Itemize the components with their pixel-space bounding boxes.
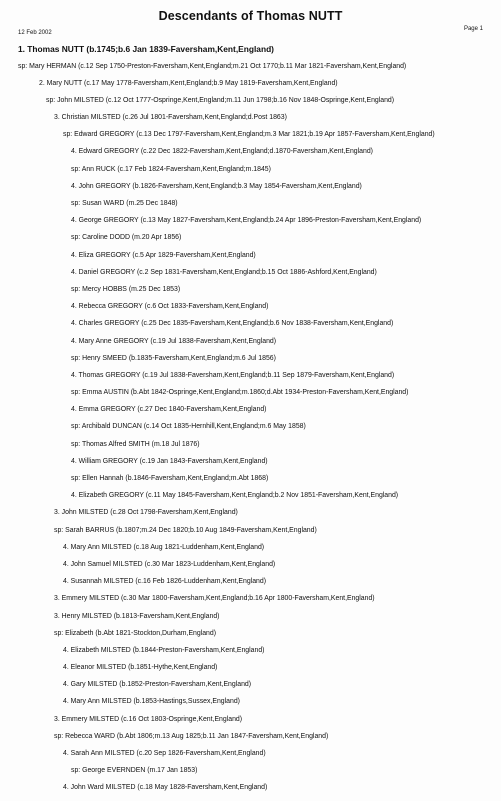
descendant-list <box>0 62 501 801</box>
descendant-entry: 2. Mary NUTT (c.17 May 1778-Faversham,Kent,England;b.9 May 1819-Faversham,Kent,England) <box>39 79 338 87</box>
descendant-entry: 4. Elizabeth GREGORY (c.11 May 1845-Faversham,Kent,England;b.2 Nov 1851-Faversham,Kent,England) <box>71 492 399 500</box>
descendant-entry: 3. Emmery MILSTED (c.16 Oct 1803-Ospringe,Kent,England) <box>54 715 243 723</box>
descendant-entry: 4. Susannah MILSTED (c.16 Feb 1826-Luddenham,Kent,England) <box>63 578 267 586</box>
descendant-entry: 4. Thomas GREGORY (c.19 Jul 1838-Faversham,Kent,England;b.11 Sep 1879-Faversham,Kent,England) <box>71 371 395 379</box>
spouse-entry: sp: Susan WARD (m.25 Dec 1848) <box>71 200 178 207</box>
descendant-entry: 4. Charles GREGORY (c.25 Dec 1835-Faversham,Kent,England;b.6 Nov 1838-Faversham,Kent,England) <box>71 320 394 328</box>
descendant-entry: 4. William GREGORY (c.19 Jan 1843-Faversham,Kent,England) <box>71 457 268 465</box>
spouse-entry: sp: Mary HERMAN (c.12 Sep 1750-Preston-Faversham,Kent,England;m.21 Oct 1770;b.11 Mar 1821-Faversham,Kent,England) <box>18 62 407 70</box>
descendant-entry: 4. Sarah Ann MILSTED (c.20 Sep 1826-Faversham,Kent,England) <box>63 750 266 757</box>
descendant-entry: 4. Rebecca GREGORY (c.6 Oct 1833-Faversham,Kent,England) <box>71 303 269 311</box>
descendant-entry: 3. Christian MILSTED (c.26 Jul 1801-Faversham,Kent,England;d.Post 1863) <box>54 114 287 122</box>
descendant-entry: 4. Edward GREGORY (c.22 Dec 1822-Faversham,Kent,England;d.1870-Faversham,Kent,England) <box>71 148 373 156</box>
descendant-entry: 3. Emmery MILSTED (c.30 Mar 1800-Faversham,Kent,England;b.16 Apr 1800-Faversham,Kent,England) <box>54 595 375 603</box>
descendant-entry: 4. Daniel GREGORY (c.2 Sep 1831-Faversham,Kent,England;b.15 Oct 1886-Ashford,Kent,England) <box>71 268 377 276</box>
descendant-entry: 4. Gary MILSTED (b.1852-Preston-Faversham,Kent,England) <box>63 681 252 689</box>
descendant-entry: 4. Eliza GREGORY (c.5 Apr 1829-Faversham,Kent,England) <box>71 251 256 259</box>
descendant-entry: 4. Mary Ann MILSTED (b.1853-Hastings,Sussex,England) <box>63 698 240 706</box>
descendant-entry: 3. John MILSTED (c.28 Oct 1798-Faversham,Kent,England) <box>54 509 238 517</box>
spouse-entry: sp: Archibald DUNCAN (c.14 Oct 1835-Hernhill,Kent,England;m.6 May 1858) <box>71 423 306 431</box>
descendant-entry: 3. Henry MILSTED (b.1813-Faversham,Kent,England) <box>54 612 220 620</box>
spouse-entry: sp: George EVERNDEN (m.17 Jan 1853) <box>71 767 198 775</box>
spouse-entry: sp: Emma AUSTIN (b.Abt 1842-Ospringe,Kent,England;m.1860;d.Abt 1934-Preston-Faversham,Kent,England) <box>71 389 409 397</box>
spouse-entry: sp: John MILSTED (c.12 Oct 1777-Ospringe,Kent,England;m.11 Jun 1798;b.16 Nov 1848-Ospringe,Kent,England) <box>46 96 395 104</box>
spouse-entry: sp: Ellen Hannah (b.1846-Faversham,Kent,England;m.Abt 1868) <box>71 475 269 482</box>
page-number: Page 1 <box>463 26 483 32</box>
document-title: Descendants of Thomas NUTT <box>158 9 343 23</box>
spouse-entry: sp: Henry SMEED (b.1835-Faversham,Kent,England;m.6 Jul 1856) <box>71 354 276 362</box>
descendant-entry: 4. Eleanor MILSTED (b.1851-Hythe,Kent,England) <box>63 664 218 672</box>
descendant-entry: 4. John GREGORY (b.1826-Faversham,Kent,England;b.3 May 1854-Faversham,Kent,England) <box>71 182 362 190</box>
descendant-entry: 4. Elizabeth MILSTED (b.1844-Preston-Faversham,Kent,England) <box>63 646 265 654</box>
spouse-entry: sp: Sarah BARRUS (b.1807;m.24 Dec 1820;b.10 Aug 1849-Faversham,Kent,England) <box>54 526 317 534</box>
descendant-entry: 4. George GREGORY (c.13 May 1827-Faversham,Kent,England;b.24 Apr 1896-Preston-Faversham,Kent,England) <box>71 217 422 225</box>
spouse-entry: sp: Ann RUCK (c.17 Feb 1824-Faversham,Kent,England;m.1845) <box>71 165 271 173</box>
spouse-entry: sp: Edward GREGORY (c.13 Dec 1797-Faversham,Kent,England;m.3 Mar 1821;b.19 Apr 1857-Faversham,Kent,England) <box>63 131 435 139</box>
print-date: 12 Feb 2002 <box>18 30 52 36</box>
spouse-entry: sp: Caroline DODD (m.20 Apr 1856) <box>71 234 182 242</box>
descendant-entry: 4. John Ward MILSTED (c.18 May 1828-Faversham,Kent,England) <box>63 784 268 792</box>
root-ancestor-entry: 1. Thomas NUTT (b.1745;b.6 Jan 1839-Faversham,Kent,England) <box>18 44 274 54</box>
spouse-entry: sp: Thomas Alfred SMITH (m.18 Jul 1876) <box>71 440 200 448</box>
descendant-entry: 4. Mary Ann MILSTED (c.18 Aug 1821-Luddenham,Kent,England) <box>63 543 265 551</box>
spouse-entry: sp: Elizabeth (b.Abt 1821-Stockton,Durham,England) <box>54 629 217 637</box>
spouse-entry: sp: Rebecca WARD (b.Abt 1806;m.13 Aug 1825;b.11 Jan 1847-Faversham,Kent,England) <box>54 732 329 740</box>
descendant-entry: 4. Emma GREGORY (c.27 Dec 1840-Faversham,Kent,England) <box>71 406 267 414</box>
spouse-entry: sp: Mercy HOBBS (m.25 Dec 1853) <box>71 285 181 293</box>
descendant-entry: 4. John Samuel MILSTED (c.30 Mar 1823-Luddenham,Kent,England) <box>63 560 276 568</box>
descendant-entry: 4. Mary Anne GREGORY (c.19 Jul 1838-Faversham,Kent,England) <box>71 337 277 345</box>
